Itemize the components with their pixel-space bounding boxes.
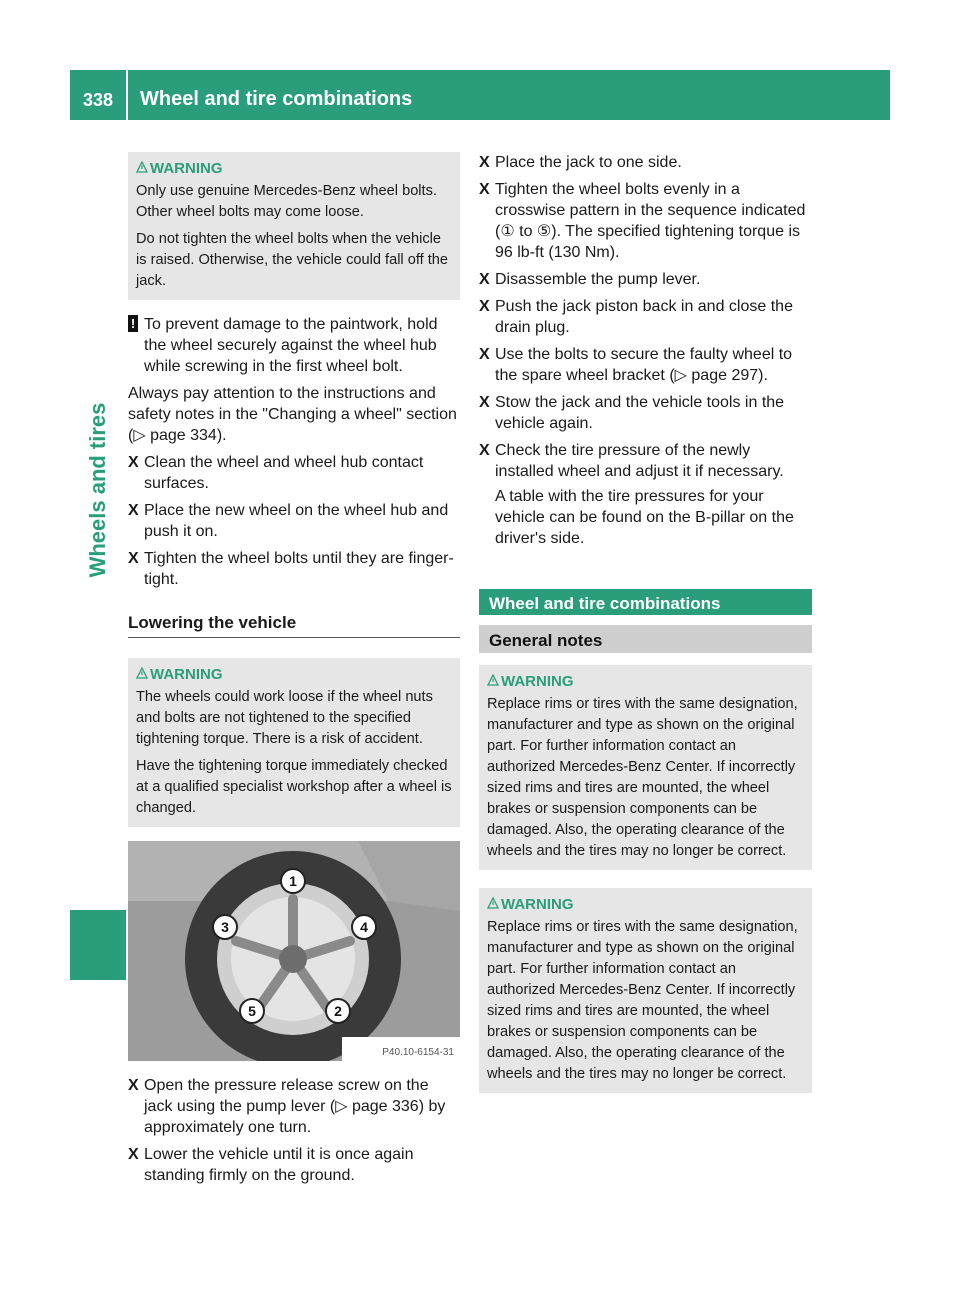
warning-text: Do not tighten the wheel bolts when the vehicle is raised. Otherwise, the vehicle could fall off the jack. [136,231,449,289]
left-column [128,152,460,1186]
instruction-step: X Tighten the wheel bolts evenly in a crosswise pattern in the sequence indicated (① to ⑤). The specified tightening torque is 96 lb-ft (130 Nm). [479,181,806,261]
side-tab-marker [70,910,126,980]
warning-box [479,665,812,870]
figure-callout: 1 [289,873,297,889]
instruction-step: X Place the new wheel on the wheel hub and push it on. [128,502,449,540]
exclamation-icon: ! [128,315,138,332]
instruction-step: X Clean the wheel and wheel hub contact surfaces. [128,454,424,492]
wheel-illustration [128,841,460,1061]
warning-label: WARNING [501,673,574,690]
instruction-step: X Disassemble the pump lever. [479,271,701,288]
x-step-icon: X [479,442,490,459]
warning-triangle-icon [136,667,148,679]
subheading: Lowering the vehicle [128,612,460,638]
warning-label: WARNING [150,666,223,683]
instruction-step: X Stow the jack and the vehicle tools in the vehicle again. [479,394,785,432]
page-number-box [70,70,126,120]
wheel-bolt-sequence-figure [128,841,460,1061]
right-column [479,152,812,1093]
warning-text: Replace rims or tires with the same designation, manufacturer and type as shown on the original part. For further information contact an authorized Mercedes-Benz Center. If incorrectly sized rims and tires are mounted, the wheel brakes or suspension components can be damaged. Also, the operating clearance of the wheels and the tires may no longer be correct. [487,919,798,1082]
x-step-icon: X [479,298,490,315]
figure-callout: 3 [221,919,229,935]
figure-callout: 2 [334,1003,342,1019]
x-step-icon: X [128,454,139,471]
x-step-icon: X [128,550,139,567]
instruction-step: X Open the pressure release screw on the jack using the pump lever (▷ page 336) by approximately one turn. [128,1077,446,1136]
page-title: Wheel and tire combinations [140,88,413,110]
header-bar [128,70,890,120]
note-text: To prevent damage to the paintwork, hold the wheel securely against the wheel hub while screwing in the first wheel bolt. [144,316,438,375]
step-subtext: A table with the tire pressures for your vehicle can be found on the B-pillar on the driver's side. [495,488,794,547]
warning-text: Replace rims or tires with the same designation, manufacturer and type as shown on the original part. For further information contact an authorized Mercedes-Benz Center. If incorrectly sized rims and tires are mounted, the wheel brakes or suspension components can be damaged. Also, the operating clearance of the wheels and the tires may no longer be correct. [487,696,798,859]
warning-text: Have the tightening torque immediately checked at a qualified specialist workshop after a wheel is changed. [136,758,452,816]
figure-callout: 4 [360,919,368,935]
instruction-step: X Place the jack to one side. [479,154,682,171]
subsection-heading: General notes [479,625,812,653]
x-step-icon: X [479,271,490,288]
instruction-step: X Push the jack piston back in and close the drain plug. [479,298,793,336]
paragraph: Always pay attention to the instructions and safety notes in the "Changing a wheel" section (▷ page 334). [128,385,457,444]
side-chapter-label [66,250,130,730]
instruction-step: X Use the bolts to secure the faulty wheel to the spare wheel bracket (▷ page 297). [479,346,793,384]
warning-box [128,658,460,827]
page-number: 338 [82,90,114,110]
x-step-icon: X [479,346,490,363]
side-chapter-text: Wheels and tires [85,402,110,578]
warning-label: WARNING [150,160,223,177]
warning-text: Only use genuine Mercedes-Benz wheel bolts. Other wheel bolts may come loose. [136,183,437,220]
warning-triangle-icon [487,897,499,909]
figure-callout: 5 [248,1003,256,1019]
x-step-icon: X [479,154,490,171]
x-step-icon: X [479,394,490,411]
warning-box [479,888,812,1093]
warning-text: The wheels could work loose if the wheel nuts and bolts are not tightened to the specified tightening torque. There is a risk of accident. [136,689,433,747]
instruction-step: X Tighten the wheel bolts until they are finger-tight. [128,550,454,588]
x-step-icon: X [128,1146,139,1163]
warning-box [128,152,460,300]
figure-code: P40.10-6154-31 [382,1047,454,1058]
instruction-step: X Lower the vehicle until it is once again standing firmly on the ground. [128,1146,414,1184]
warning-triangle-icon [136,161,148,173]
instruction-step: X Check the tire pressure of the newly installed wheel and adjust it if necessary. [479,442,784,480]
x-step-icon: X [128,1077,139,1094]
x-step-icon: X [128,502,139,519]
x-step-icon: X [479,181,490,198]
warning-triangle-icon [487,674,499,686]
warning-label: WARNING [501,896,574,913]
damage-note [128,314,460,377]
section-heading: Wheel and tire combinations [479,589,812,615]
